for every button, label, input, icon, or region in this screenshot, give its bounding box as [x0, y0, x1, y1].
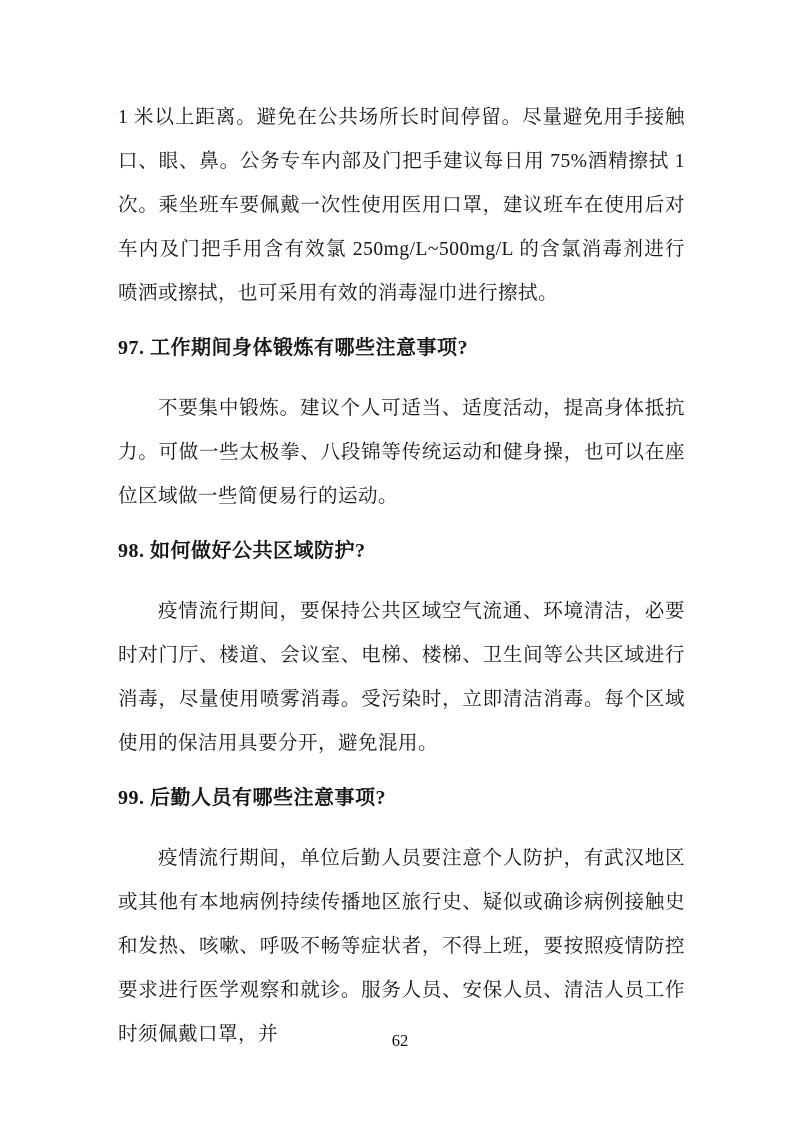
question-heading-99: 99. 后勤人员有哪些注意事项?: [118, 787, 386, 809]
paragraph-continued: 1 米以上距离。避免在公共场所长时间停留。尽量避免用手接触口、眼、鼻。公务专车内部及门把手建议每日用 75%酒精擦拭 1 次。乘坐班车要佩戴一次性使用医用口罩，建议班车在使用后对车内及门把手用含有效氯 250mg/L~500mg/L 的含氯消毒剂进行喷洒或擦拭，也可采用有效的消毒湿巾进行擦拭。: [118, 107, 685, 304]
question-heading-97: 97. 工作期间身体锻炼有哪些注意事项?: [118, 337, 468, 359]
page-content: [118, 96, 685, 1057]
question-heading-98: 98. 如何做好公共区域防护?: [118, 540, 366, 562]
answer-paragraph-98: 疫情流行期间，要保持公共区域空气流通、环境清洁，必要时对门厅、楼道、会议室、电梯、楼梯、卫生间等公共区域进行消毒，尽量使用喷雾消毒。受污染时，立即清洁消毒。每个区域使用的保洁用具要分开，避免混用。: [118, 601, 685, 754]
answer-paragraph-99: 疫情流行期间，单位后勤人员要注意个人防护，有武汉地区或其他有本地病例持续传播地区旅行史、疑似或确诊病例接触史和发热、咳嗽、呼吸不畅等症状者，不得上班，要按照疫情防控要求进行医学观察和就诊。服务人员、安保人员、清洁人员工作时须佩戴口罩，并: [118, 848, 685, 1045]
answer-paragraph-97: 不要集中锻炼。建议个人可适当、适度活动，提高身体抵抗力。可做一些太极拳、八段锦等传统运动和健身操，也可以在座位区域做一些简便易行的运动。: [118, 398, 685, 507]
page-number: 62: [391, 1031, 409, 1050]
